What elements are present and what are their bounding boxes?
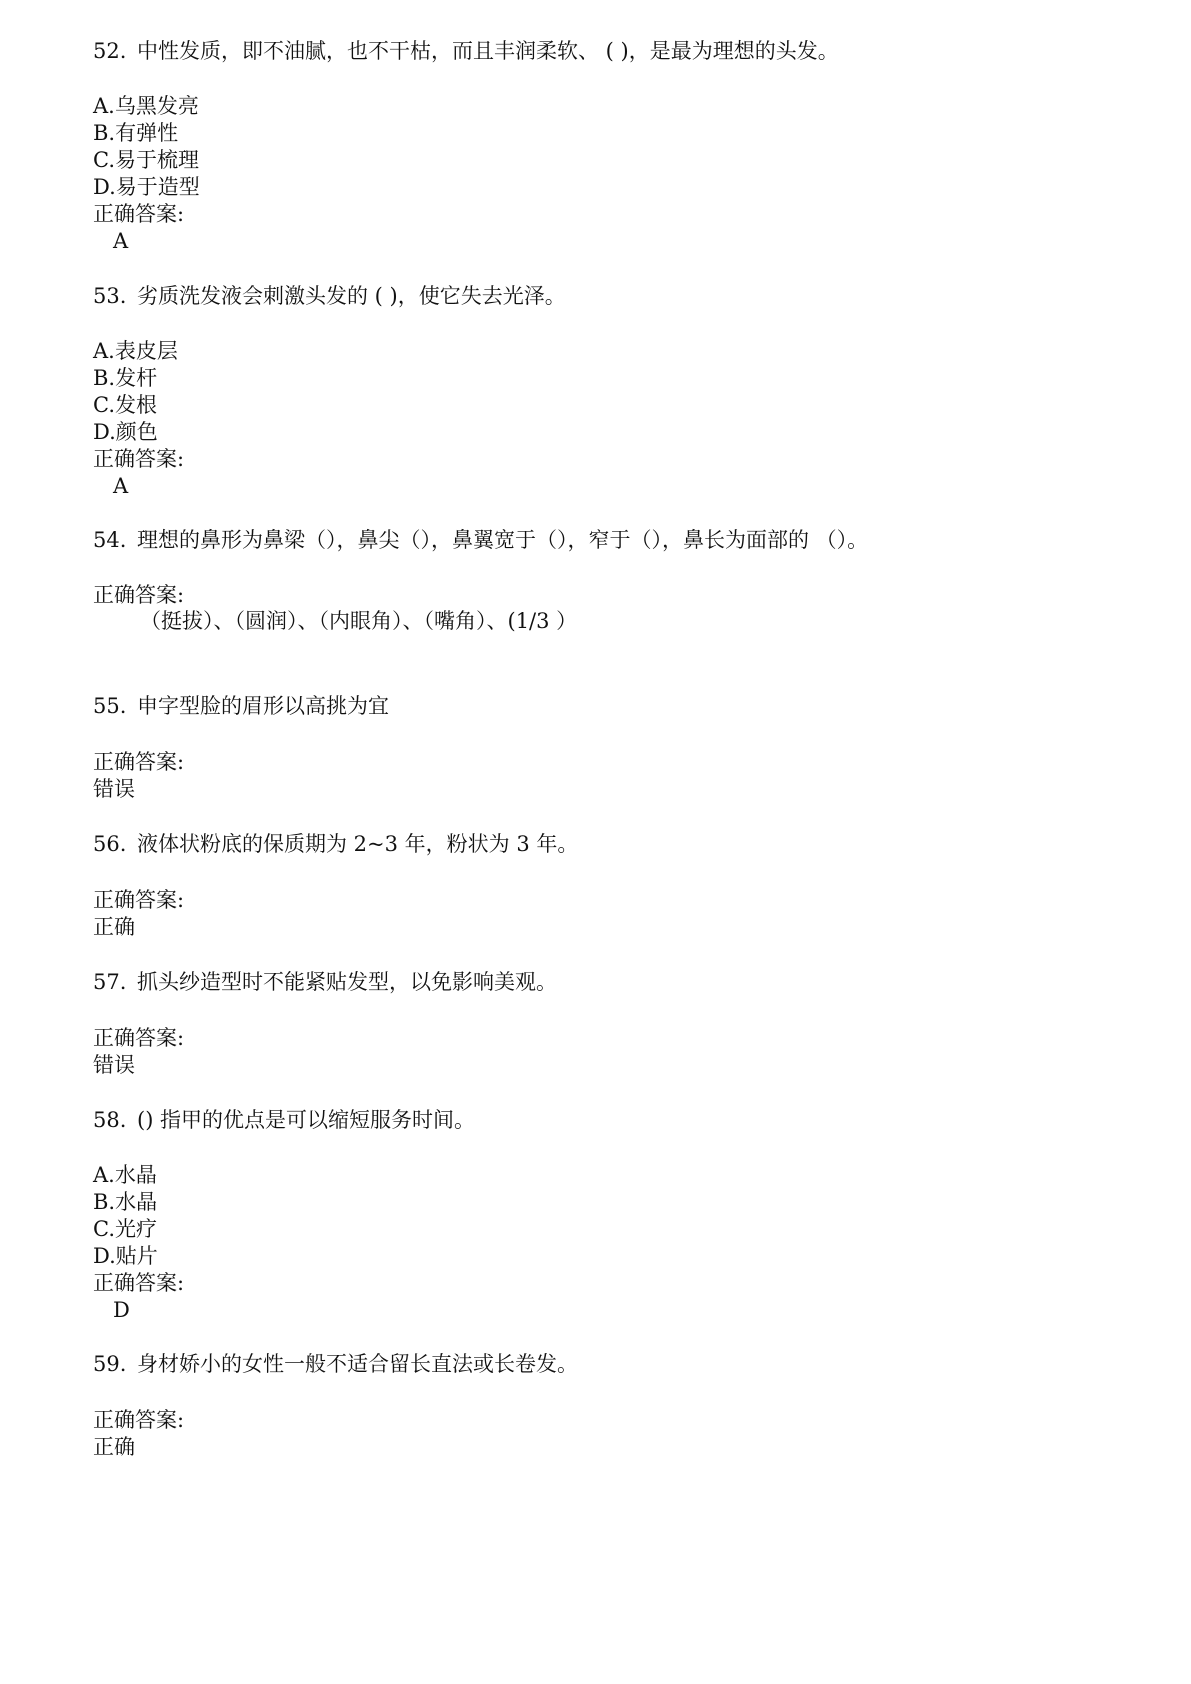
question-number: 56.	[93, 832, 127, 856]
question-number: 52.	[93, 39, 127, 63]
question-58	[93, 1106, 475, 1134]
answer-label: 正确答案:	[93, 1408, 185, 1432]
question-text: 劣质洗发液会刺激头发的 ( )，使它失去光泽。	[137, 284, 566, 308]
answer-value: 正确	[93, 915, 135, 939]
answer-value: 正确	[93, 1435, 135, 1459]
option-b: B.有弹性	[93, 121, 179, 145]
option-d: D.颜色	[93, 420, 158, 444]
option-a: A.表皮层	[93, 339, 178, 363]
question-55	[93, 692, 389, 720]
option-b: B.发杆	[93, 366, 158, 390]
question-text: 申字型脸的眉形以高挑为宜	[137, 694, 389, 718]
answer-label: 正确答案:	[93, 750, 185, 774]
question-number: 55.	[93, 694, 127, 718]
question-text: 理想的鼻形为鼻梁（），鼻尖（），鼻翼宽于（），窄于（），鼻长为面部的 （）。	[137, 528, 869, 552]
option-c: C.光疗	[93, 1217, 157, 1241]
question-text: 身材娇小的女性一般不适合留长直法或长卷发。	[137, 1352, 578, 1376]
answer-label: 正确答案:	[93, 1271, 185, 1295]
option-b: B.水晶	[93, 1190, 158, 1214]
question-59	[93, 1350, 578, 1378]
answer-value: 错误	[93, 1053, 135, 1077]
question-text: 抓头纱造型时不能紧贴发型，以免影响美观。	[137, 970, 557, 994]
question-number: 59.	[93, 1352, 127, 1376]
answer-label: 正确答案:	[93, 447, 185, 471]
option-d: D.贴片	[93, 1244, 158, 1268]
option-a: A.水晶	[93, 1163, 157, 1187]
answer-value: A	[113, 474, 129, 498]
answer-label: 正确答案:	[93, 888, 185, 912]
question-57	[93, 968, 557, 996]
option-c: C.发根	[93, 393, 157, 417]
question-text: 液体状粉底的保质期为 2~3 年，粉状为 3 年。	[137, 832, 579, 856]
option-c: C.易于梳理	[93, 148, 199, 172]
question-number: 54.	[93, 528, 127, 552]
answer-label: 正确答案:	[93, 583, 185, 607]
answer-value: D	[113, 1298, 130, 1322]
question-text: () 指甲的优点是可以缩短服务时间。	[137, 1108, 476, 1132]
answer-value: A	[113, 229, 129, 253]
question-52	[93, 37, 839, 65]
question-text: 中性发质，即不油腻，也不干枯，而且丰润柔软、 ( )，是最为理想的头发。	[137, 39, 839, 63]
option-a: A.乌黑发亮	[93, 94, 199, 118]
answer-label: 正确答案:	[93, 202, 185, 226]
answer-label: 正确答案:	[93, 1026, 185, 1050]
answer-value: （挺拔）、（圆润）、（内眼角）、（嘴角）、(1/3 ）	[140, 609, 578, 633]
question-number: 57.	[93, 970, 127, 994]
option-d: D.易于造型	[93, 175, 200, 199]
question-number: 58.	[93, 1108, 127, 1132]
question-54	[93, 526, 868, 554]
question-number: 53.	[93, 284, 127, 308]
question-53	[93, 282, 566, 310]
answer-value: 错误	[93, 777, 135, 801]
question-56	[93, 830, 578, 858]
